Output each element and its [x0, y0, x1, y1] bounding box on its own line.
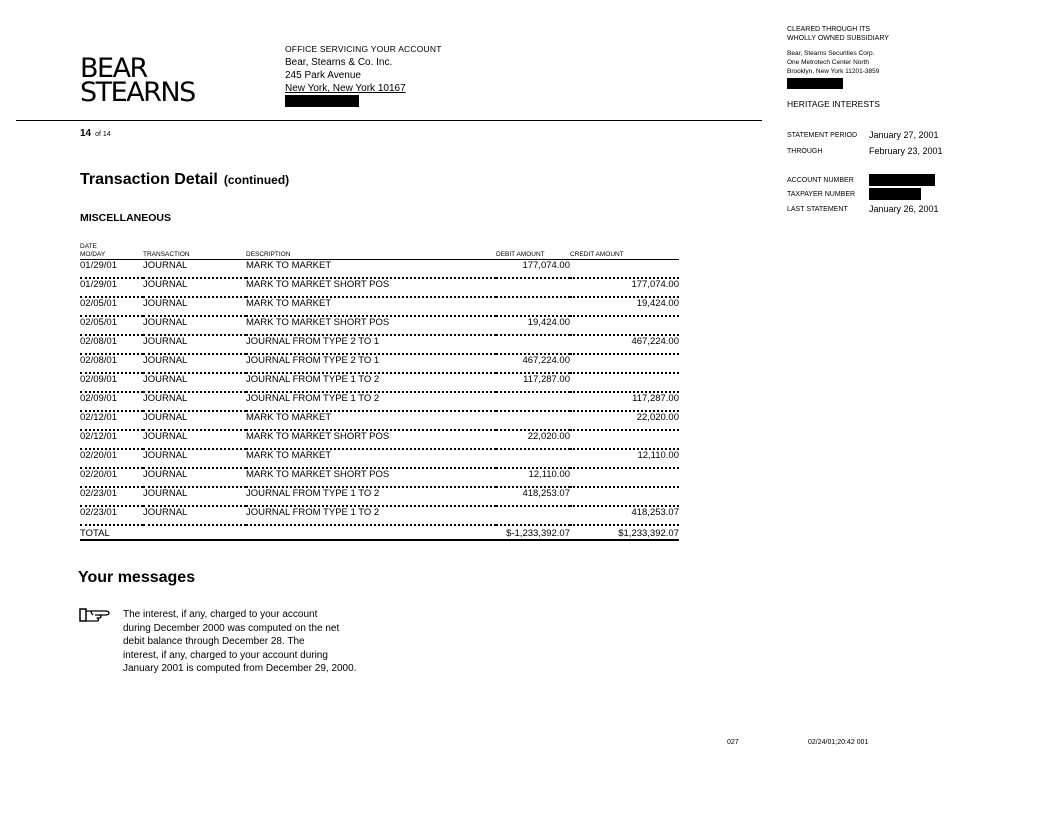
- credit-cell: 22,020.00: [570, 411, 679, 430]
- page-title-main: Transaction Detail: [80, 171, 218, 188]
- transaction-cell: JOURNAL: [143, 297, 246, 316]
- col-description: DESCRIPTION: [246, 243, 496, 260]
- office-address-2: New York, New York 10167: [285, 83, 406, 94]
- account-number-label: ACCOUNT NUMBER: [787, 176, 854, 184]
- debit-cell: [496, 297, 570, 316]
- description-cell: JOURNAL FROM TYPE 2 TO 1: [246, 335, 496, 354]
- debit-cell: [496, 411, 570, 430]
- office-name: Bear, Stearns & Co. Inc.: [285, 57, 393, 68]
- transaction-cell: JOURNAL: [143, 373, 246, 392]
- page-number-total: of 14: [95, 131, 111, 138]
- date-cell: 02/05/01: [80, 316, 143, 335]
- clearing-line-2: WHOLLY OWNED SUBSIDIARY: [787, 35, 889, 42]
- date-cell: 02/12/01: [80, 411, 143, 430]
- table-row: [80, 373, 679, 392]
- transaction-cell: JOURNAL: [143, 468, 246, 487]
- credit-cell: [570, 260, 679, 279]
- description-cell: MARK TO MARKET SHORT POS: [246, 430, 496, 449]
- date-cell: 02/23/01: [80, 487, 143, 506]
- redacted-block: [285, 95, 359, 107]
- transaction-cell: JOURNAL: [143, 449, 246, 468]
- taxpayer-number-row: [787, 187, 1027, 201]
- description-cell: MARK TO MARKET: [246, 260, 496, 279]
- message-line: January 2001 is computed from December 29, 2000.: [123, 663, 357, 674]
- account-number-row: [787, 173, 1027, 187]
- last-statement-value: January 26, 2001: [869, 203, 939, 214]
- date-cell: 02/09/01: [80, 392, 143, 411]
- last-statement-label: LAST STATEMENT: [787, 205, 848, 213]
- clearing-name: Bear, Stearns Securities Corp.: [787, 50, 875, 57]
- table-row: [80, 411, 679, 430]
- description-cell: MARK TO MARKET: [246, 411, 496, 430]
- transaction-cell: JOURNAL: [143, 260, 246, 279]
- description-cell: MARK TO MARKET SHORT POS: [246, 468, 496, 487]
- date-cell: 02/08/01: [80, 354, 143, 373]
- col-date: DATE MO/DAY: [80, 243, 143, 260]
- debit-cell: [496, 392, 570, 411]
- description-cell: MARK TO MARKET SHORT POS: [246, 278, 496, 297]
- transaction-cell: JOURNAL: [143, 392, 246, 411]
- credit-cell: 418,253.07: [570, 506, 679, 525]
- message-line: interest, if any, charged to your account during: [123, 649, 328, 661]
- logo-line-1: BEAR: [80, 53, 147, 84]
- messages-title: Your messages: [78, 569, 196, 586]
- date-cell: 02/12/01: [80, 430, 143, 449]
- credit-cell: 19,424.00: [570, 297, 679, 316]
- redacted-block: [787, 78, 843, 89]
- statement-period-row: [787, 127, 1027, 143]
- section-heading: MISCELLANEOUS: [80, 212, 172, 224]
- credit-cell: [570, 316, 679, 335]
- page-number-value: 14: [80, 128, 92, 139]
- through-row: [787, 143, 1027, 159]
- transaction-cell: JOURNAL: [143, 316, 246, 335]
- page-title-sub: (continued): [223, 173, 290, 187]
- table-row: [80, 449, 679, 468]
- date-cell: 02/20/01: [80, 449, 143, 468]
- table-row: [80, 487, 679, 506]
- debit-cell: [496, 506, 570, 525]
- description-cell: JOURNAL FROM TYPE 1 TO 2: [246, 392, 496, 411]
- table-row: [80, 316, 679, 335]
- credit-cell: [570, 468, 679, 487]
- total-row: [80, 525, 679, 540]
- table-row: [80, 430, 679, 449]
- statement-period-value: January 27, 2001: [869, 129, 939, 140]
- footer-code: 027: [727, 739, 739, 746]
- debit-cell: 19,424.00: [496, 316, 570, 335]
- date-cell: 02/08/01: [80, 335, 143, 354]
- description-cell: JOURNAL FROM TYPE 2 TO 1: [246, 354, 496, 373]
- date-cell: 02/09/01: [80, 373, 143, 392]
- credit-cell: 117,287.00: [570, 392, 679, 411]
- logo-line-2: STEARNS: [80, 77, 195, 108]
- table-row: [80, 297, 679, 316]
- transaction-cell: JOURNAL: [143, 335, 246, 354]
- table-row: [80, 354, 679, 373]
- header-divider: [16, 120, 762, 121]
- table-row: [80, 335, 679, 354]
- transaction-cell: JOURNAL: [143, 411, 246, 430]
- account-name: HERITAGE INTERESTS: [787, 99, 880, 109]
- description-cell: JOURNAL FROM TYPE 1 TO 2: [246, 373, 496, 392]
- credit-cell: [570, 430, 679, 449]
- redacted-block: [869, 188, 921, 200]
- message-line: The interest, if any, charged to your account: [123, 609, 318, 620]
- date-cell: 02/20/01: [80, 468, 143, 487]
- debit-cell: [496, 449, 570, 468]
- through-label: THROUGH: [787, 147, 823, 155]
- credit-cell: [570, 373, 679, 392]
- col-debit: DEBIT AMOUNT: [496, 243, 570, 260]
- credit-cell: 177,074.00: [570, 278, 679, 297]
- date-cell: 01/29/01: [80, 260, 143, 279]
- total-label: TOTAL: [80, 525, 143, 540]
- description-cell: MARK TO MARKET SHORT POS: [246, 316, 496, 335]
- page-number: [80, 128, 111, 139]
- taxpayer-number-label: TAXPAYER NUMBER: [787, 190, 856, 198]
- credit-cell: 467,224.00: [570, 335, 679, 354]
- debit-cell: 177,074.00: [496, 260, 570, 279]
- table-row: [80, 278, 679, 297]
- total-debit: $-1,233,392.07: [496, 525, 570, 540]
- office-address-1: 245 Park Avenue: [285, 70, 361, 81]
- pointing-hand-icon: [79, 608, 111, 622]
- page-title: [80, 171, 289, 189]
- date-cell: 01/29/01: [80, 278, 143, 297]
- total-credit: $1,233,392.07: [570, 525, 679, 540]
- credit-cell: [570, 487, 679, 506]
- debit-cell: 117,287.00: [496, 373, 570, 392]
- table-header-row: [80, 243, 679, 260]
- clearing-line-1: CLEARED THROUGH ITS: [787, 26, 871, 33]
- footer-timestamp: 02/24/01;20:42 001: [808, 739, 869, 746]
- transaction-cell: JOURNAL: [143, 278, 246, 297]
- clearing-block: [787, 25, 1027, 217]
- transaction-table: [80, 243, 679, 541]
- statement-period-label: STATEMENT PERIOD: [787, 131, 858, 139]
- debit-cell: 418,253.07: [496, 487, 570, 506]
- date-cell: 02/23/01: [80, 506, 143, 525]
- description-cell: JOURNAL FROM TYPE 1 TO 2: [246, 506, 496, 525]
- table-row: [80, 468, 679, 487]
- description-cell: MARK TO MARKET: [246, 449, 496, 468]
- clearing-address-1: One Metrotech Center North: [787, 59, 870, 66]
- transaction-cell: JOURNAL: [143, 487, 246, 506]
- transaction-cell: JOURNAL: [143, 430, 246, 449]
- last-statement-row: [787, 201, 1027, 217]
- clearing-address-2: Brooklyn, New York 11201-3859: [787, 68, 880, 75]
- office-block: [285, 43, 442, 111]
- message-line: debit balance through December 28. The: [123, 636, 305, 647]
- table-row: [80, 260, 679, 279]
- debit-cell: [496, 335, 570, 354]
- col-transaction: TRANSACTION: [143, 243, 246, 260]
- col-credit: CREDIT AMOUNT: [570, 243, 679, 260]
- message-body: [123, 608, 423, 676]
- description-cell: JOURNAL FROM TYPE 1 TO 2: [246, 487, 496, 506]
- credit-cell: 12,110.00: [570, 449, 679, 468]
- debit-cell: 12,110.00: [496, 468, 570, 487]
- credit-cell: [570, 354, 679, 373]
- table-row: [80, 392, 679, 411]
- transaction-cell: JOURNAL: [143, 354, 246, 373]
- debit-cell: 467,224.00: [496, 354, 570, 373]
- table-row: [80, 506, 679, 525]
- date-cell: 02/05/01: [80, 297, 143, 316]
- redacted-block: [869, 174, 935, 186]
- message-line: during December 2000 was computed on the net: [123, 622, 340, 634]
- bear-stearns-logo: [80, 53, 195, 108]
- transaction-cell: JOURNAL: [143, 506, 246, 525]
- debit-cell: 22,020.00: [496, 430, 570, 449]
- debit-cell: [496, 278, 570, 297]
- office-label: OFFICE SERVICING YOUR ACCOUNT: [285, 44, 442, 54]
- through-value: February 23, 2001: [869, 145, 943, 156]
- description-cell: MARK TO MARKET: [246, 297, 496, 316]
